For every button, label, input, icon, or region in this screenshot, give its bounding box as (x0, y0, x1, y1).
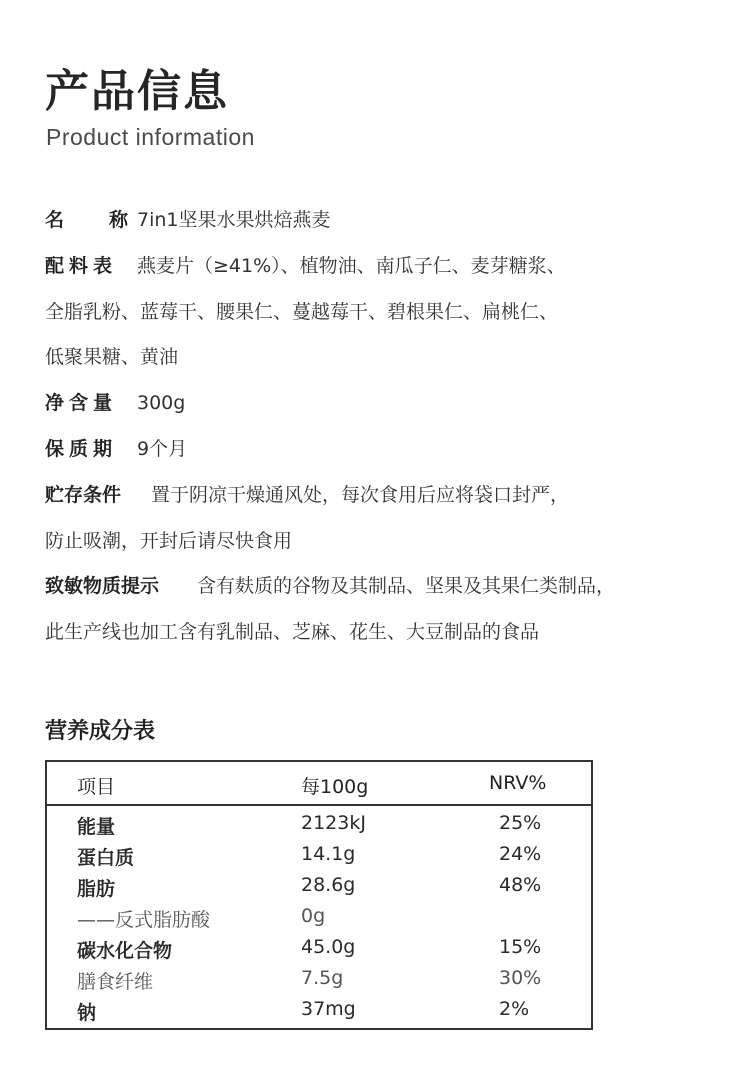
nutrient-value: 45.0g (301, 936, 356, 958)
name-row (45, 198, 725, 244)
ingredients-row (45, 244, 725, 290)
nutrient-name: 蛋白质 (77, 847, 135, 869)
storage-row-cont (45, 519, 725, 565)
ingredients-value-line-3: 低聚果糖、黄油 (45, 346, 179, 369)
ingredients-value-line-1: 燕麦片（≥41%）、植物油、南瓜子仁、麦芽糖浆、 (137, 254, 566, 277)
storage-value-line-2: 防止吸潮，开封后请尽快食用 (45, 529, 293, 552)
nutrient-value: 28.6g (301, 874, 356, 896)
allergen-value-line-1: 含有麸质的谷物及其制品、坚果及其果仁类制品， (197, 575, 616, 598)
allergen-value-line-2: 此生产线也加工含有乳制品、芝麻、花生、大豆制品的食品 (45, 621, 540, 644)
nutrient-name: 钠 (77, 1002, 97, 1024)
shelf-life-value: 9个月 (137, 437, 188, 460)
ingredients-label: 配料表 (45, 254, 118, 277)
storage-row (45, 473, 725, 519)
nutrition-title: 营养成分表 (45, 719, 156, 744)
nutrient-nrv: 48% (499, 874, 542, 896)
nutrient-nrv: 24% (499, 843, 542, 865)
nutrient-nrv: 30% (499, 967, 542, 989)
nutrient-nrv: 2% (499, 998, 530, 1020)
table-row (47, 905, 591, 936)
net-content-value: 300g (137, 392, 186, 415)
ingredients-value-line-2: 全脂乳粉、蓝莓干、腰果仁、蔓越莓干、碧根果仁、扁桃仁、 (45, 300, 559, 323)
header-nrv: NRV% (489, 772, 547, 794)
nutrient-name: 碳水化合物 (77, 940, 173, 962)
page-title: 产品信息 (45, 66, 229, 117)
nutrient-name: 脂肪 (77, 878, 116, 900)
nutrient-name: 膳食纤维 (77, 971, 154, 993)
ingredients-row-cont (45, 335, 725, 381)
allergen-row (45, 564, 725, 610)
name-label: 名 称 (45, 209, 129, 231)
shelf-life-label: 保质期 (45, 437, 118, 460)
nutrition-table (45, 760, 593, 1030)
nutrient-name: ——反式脂肪酸 (77, 909, 211, 931)
nutrient-nrv: 25% (499, 812, 542, 834)
table-row (47, 967, 591, 998)
name-value: 7in1坚果水果烘焙燕麦 (137, 209, 331, 231)
nutrient-value: 37mg (301, 998, 356, 1020)
table-row (47, 843, 591, 874)
net-content-row (45, 381, 725, 427)
nutrient-value: 2123kJ (301, 812, 366, 834)
nutrient-name: 能量 (77, 816, 116, 838)
nutrient-value: 7.5g (301, 967, 344, 989)
nutrient-nrv: 15% (499, 936, 542, 958)
table-row (47, 936, 591, 967)
storage-label: 贮存条件 (45, 483, 122, 506)
ingredients-row-cont (45, 290, 725, 336)
shelf-life-row (45, 427, 725, 473)
page-subtitle: Product information (46, 124, 255, 150)
table-row (47, 812, 591, 843)
table-row (47, 874, 591, 905)
table-row (47, 998, 591, 1029)
nutrition-header-row (47, 762, 591, 806)
allergen-row-cont (45, 610, 725, 656)
header-item: 项目 (77, 776, 116, 798)
header-per-100g: 每100g (301, 776, 369, 798)
product-info (45, 198, 725, 656)
allergen-label: 致敏物质提示 (45, 575, 160, 598)
net-content-label: 净含量 (45, 392, 118, 415)
storage-value-line-1: 置于阴凉干燥通风处，每次食用后应将袋口封严， (151, 483, 570, 506)
nutrient-value: 0g (301, 905, 326, 927)
nutrient-value: 14.1g (301, 843, 356, 865)
